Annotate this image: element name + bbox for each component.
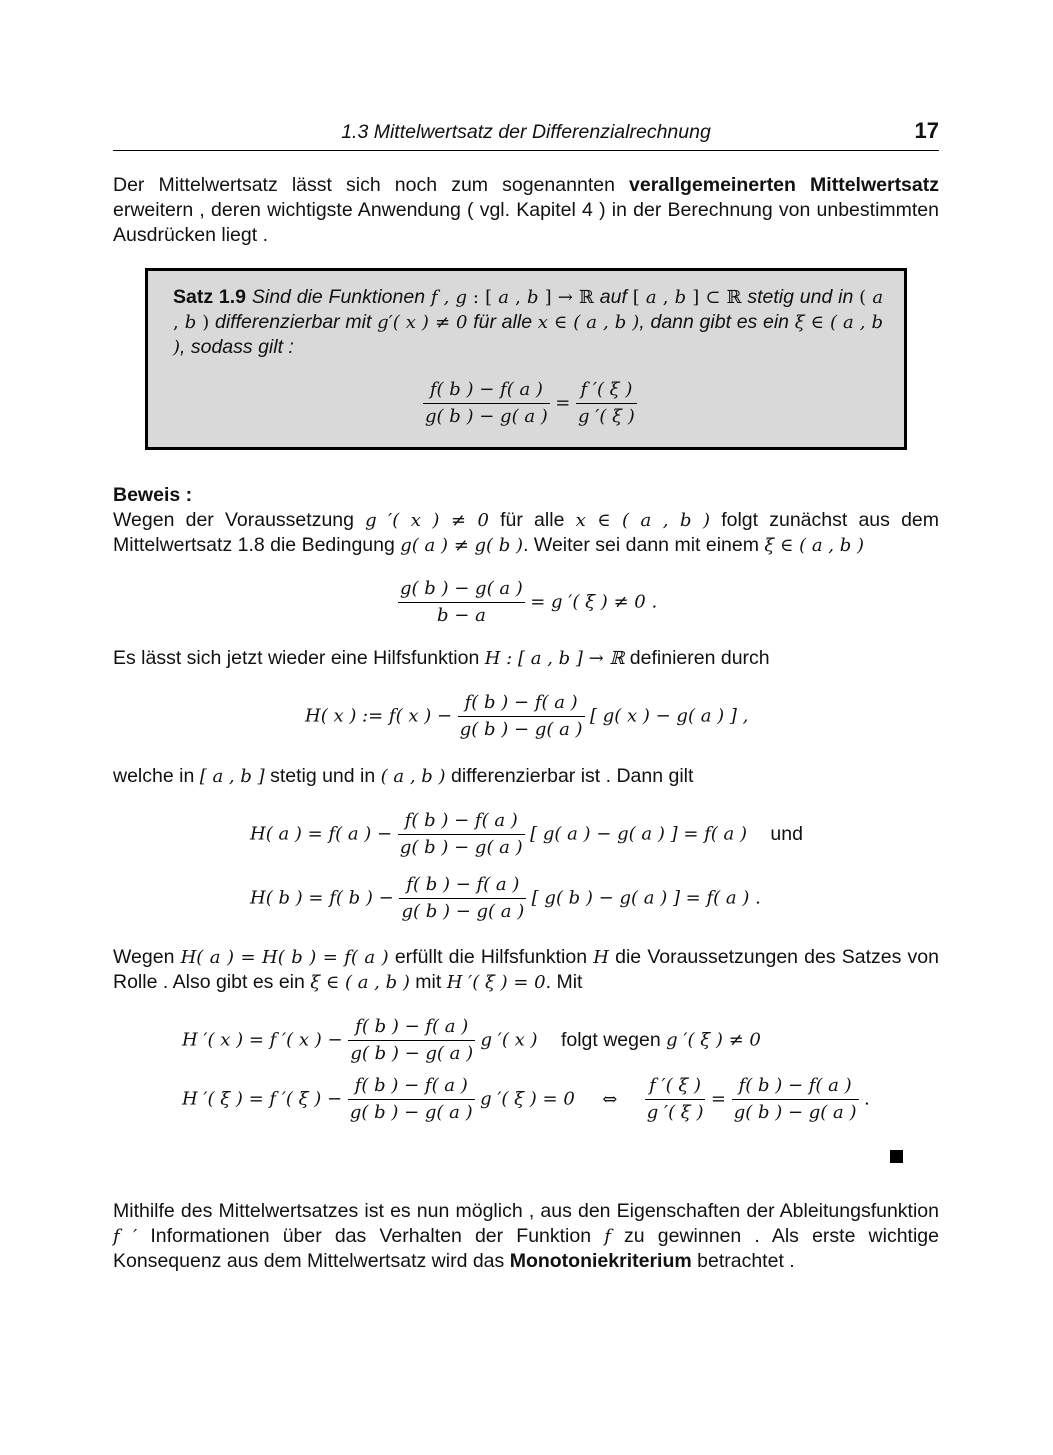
page-number: 17 [914,118,939,143]
proof-paragraph-4: Wegen H( a ) = H( b ) = f( a ) erfüllt die Hilfsfunktion H die Voraussetzungen des Satzes von Rolle . Also gibt es ein ξ ∈ ( a , b ) mit H ′( ξ ) = 0. Mit [113,946,939,993]
bold-term-monotoniekriterium: Monotoniekriterium [509,1250,692,1272]
section-title: 1.3 Mittelwertsatz der Differenzialrechnung [341,121,711,143]
theorem-formula: $\frac{f( b ) - f( a )}{g( b ) - g( a )}$ = $\frac{f '( \xi )}{g '( \xi )}$ [425,379,635,427]
theorem-statement: Satz 1.9 Sind die Funktionen f , g : [ a , b ] → ℝ auf [ a , b ] ⊂ ℝ stetig und in ( a , b ) differenzierbar mit g′( x ) ≠ 0 für alle x ∈ ( a , b ), dann gibt es ein ξ ∈ ( a , b ), sodass gilt : [173,286,884,358]
bold-term-verallgemeinerter-mittelwertsatz: verallgemeinerten Mittelwertsatz [629,174,939,196]
proof-paragraph-2: Es lässt sich jetzt wieder eine Hilfsfunktion H : [ a , b ] → ℝ definieren durch [113,647,770,669]
theorem-label: Satz 1.9 [173,286,247,308]
equation-H-prime-xi: H ′( ξ ) = f ′( ξ ) − $\frac{f( b ) - f( a )}{g( b ) - g( a )}$ g ′( ξ ) = 0 ⇔ $\frac{f '( \xi )}{g '( \xi )}$ = $\frac{f( b ) - f( a )}{g( b ) - g( a )}$ . [182,1075,870,1123]
qed-symbol [890,1150,903,1163]
intro-paragraph: Der Mittelwertsatz lässt sich noch zum sogenannten verallgemeinerten Mittelwertsatz erweitern , deren wichtigste Anwendung ( vgl. Kapitel 4 ) in der Berechnung von unbestimmten Ausdrücken liegt . [113,174,939,246]
equation-H-prime-x: H ′( x ) = f ′( x ) − $\frac{f( b ) - f( a )}{g( b ) - g( a )}$ g ′( x ) folgt wegen g ′( ξ ) ≠ 0 [182,1016,761,1064]
theorem-box [145,268,907,450]
equation-H-a: H( a ) = f( a ) − $\frac{f( b ) - f( a )}{g( b ) - g( a )}$ [ g( a ) − g( a ) ] = f( a ) und [250,810,803,858]
closing-paragraph: Mithilfe des Mittelwertsatzes ist es nun möglich , aus den Eigenschaften der Ableitungsfunktion f ′ Informationen über das Verhalten der Funktion f zu gewinnen . Als erste wichtige Konsequenz aus dem Mittelwertsatz wird das Monotoniekriterium betrachtet . [113,1200,940,1272]
equation-slope: $\frac{g( b ) - g( a )}{b - a}$ = g ′( ξ ) ≠ 0 . [400,578,658,626]
proof-block: Beweis : Wegen der Voraussetzung g ′( x ) ≠ 0 für alle x ∈ ( a , b ) folgt zunächst aus dem Mittelwertsatz 1.8 die Bedingung g( a ) ≠ g( b ). Weiter sei dann mit einem ξ ∈ ( a , b ) [113,484,940,556]
page-header [113,118,939,151]
equation-helper-function: H( x ) := f( x ) − $\frac{f( b ) - f( a )}{g( b ) - g( a )}$ [ g( x ) − g( a ) ] , [305,692,749,740]
equation-H-b: H( b ) = f( b ) − $\frac{f( b ) - f( a )}{g( b ) - g( a )}$ [ g( b ) − g( a ) ] = f( a ) . [250,874,761,922]
proof-label: Beweis : [113,484,193,506]
proof-paragraph-3: welche in [ a , b ] stetig und in ( a , b ) differenzierbar ist . Dann gilt [113,765,694,787]
